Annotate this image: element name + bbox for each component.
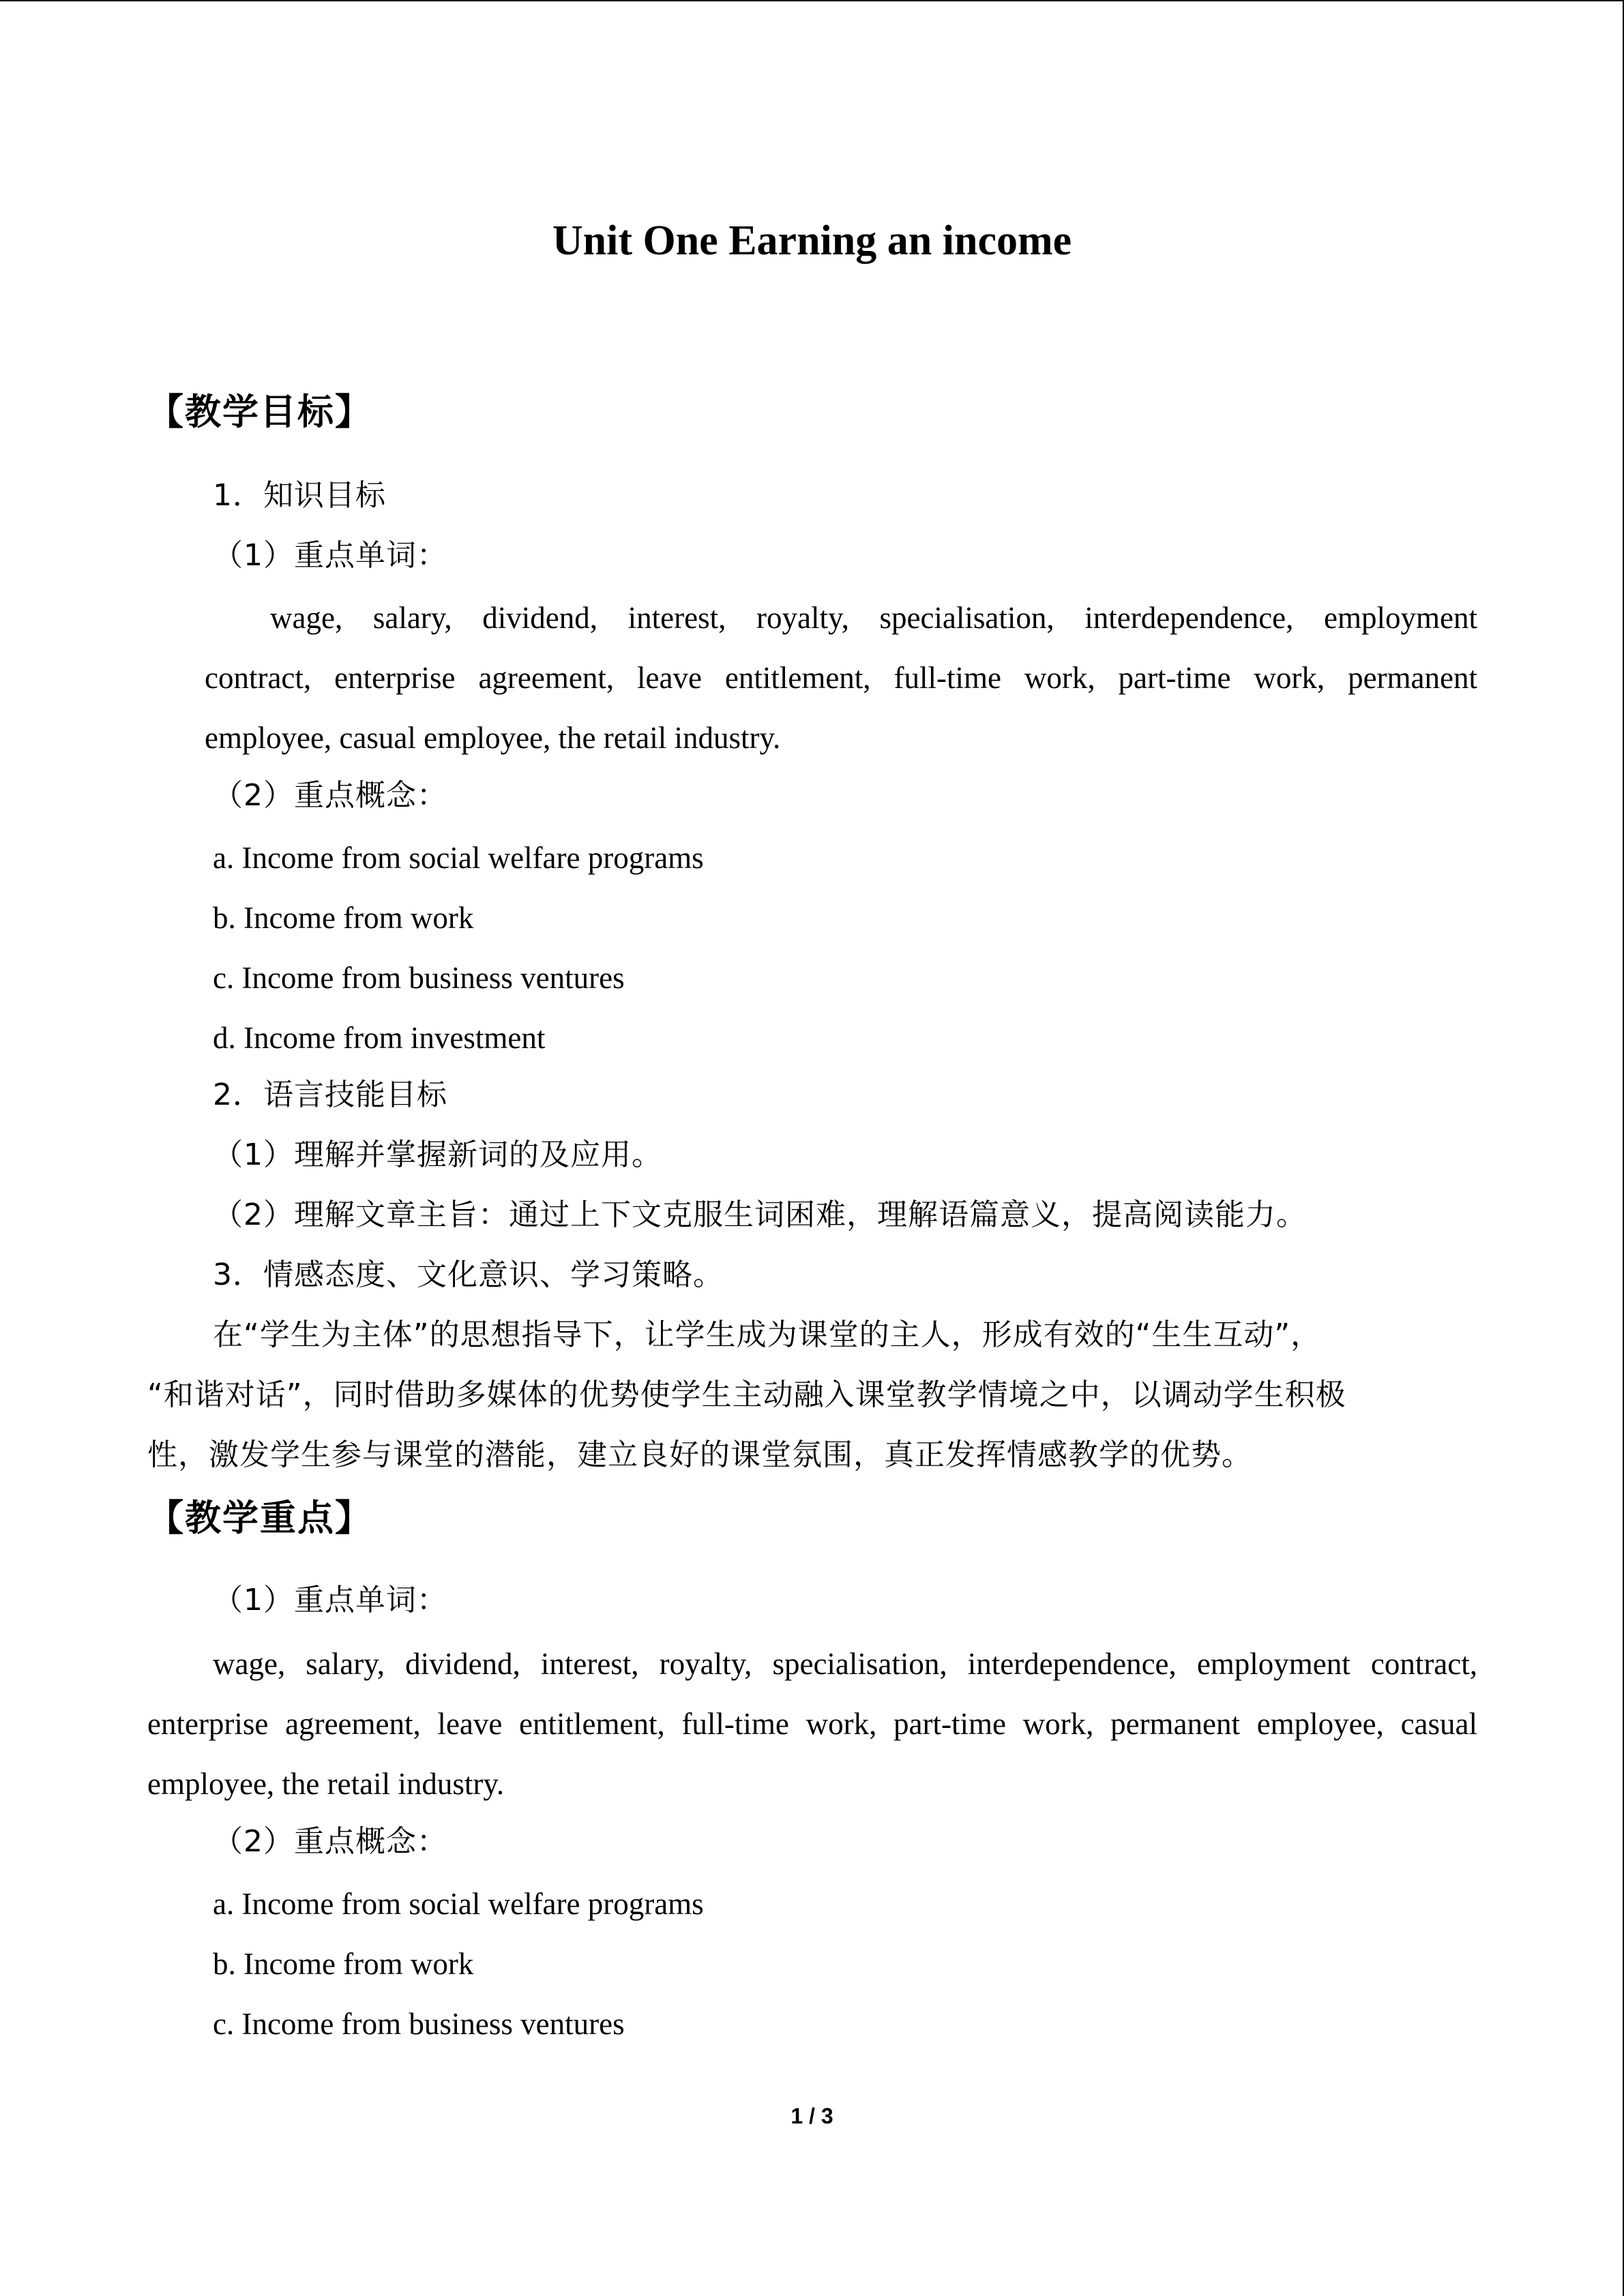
concept-item: a. Income from social welfare programs <box>213 841 704 875</box>
document-title: Unit One Earning an income <box>552 218 1072 264</box>
skills-item: （2）理解文章主旨：通过上下文克服生词困难，理解语篇意义，提高阅读能力。 <box>213 1197 1307 1232</box>
concept-item: b. Income from work <box>213 901 474 935</box>
attitude-paragraph-line: 在“学生为主体”的思想指导下，让学生成为课堂的主人，形成有效的“生生互动”， <box>213 1317 1322 1352</box>
section-heading-key-points: 【教学重点】 <box>147 1497 372 1539</box>
page-number: 1 / 3 <box>791 2104 833 2128</box>
key-words-line: wage, salary, dividend, interest, royalty, specialisation, interdependence, employment contract, <box>213 1647 1477 1681</box>
key-words-label: （1）重点单词： <box>213 1583 447 1617</box>
concept-item: c. Income from business ventures <box>213 2007 625 2041</box>
language-skills-heading: 2．语言技能目标 <box>213 1077 447 1112</box>
key-words-label: （1）重点单词： <box>213 538 447 573</box>
section-heading-objectives: 【教学目标】 <box>147 391 372 433</box>
attitude-paragraph-line: 性，激发学生参与课堂的潜能，建立良好的课堂氛围，真正发挥情感教学的优势。 <box>147 1437 1252 1472</box>
key-words-line: wage, salary, dividend, interest, royalty, specialisation, interdependence, employment <box>270 601 1477 635</box>
key-words-line: contract, enterprise agreement, leave entitlement, full-time work, part-time work, permanent <box>205 661 1477 695</box>
key-words-line: employee, casual employee, the retail industry. <box>205 721 781 755</box>
key-concepts-label: （2）重点概念： <box>213 778 447 813</box>
attitude-heading: 3．情感态度、文化意识、学习策略。 <box>213 1257 724 1292</box>
attitude-paragraph-line: “和谐对话”，同时借助多媒体的优势使学生主动融入课堂教学情境之中，以调动学生积极 <box>147 1377 1346 1412</box>
key-words-line: employee, the retail industry. <box>147 1767 505 1801</box>
skills-item: （1）理解并掌握新词的及应用。 <box>213 1137 662 1172</box>
concept-item: a. Income from social welfare programs <box>213 1887 704 1921</box>
knowledge-objective-heading: 1．知识目标 <box>213 478 386 513</box>
key-words-line: enterprise agreement, leave entitlement, full-time work, part-time work, permanent employee, casual <box>147 1707 1477 1741</box>
concept-item: d. Income from investment <box>213 1021 546 1055</box>
concept-item: c. Income from business ventures <box>213 961 625 995</box>
page-border-top <box>0 0 1624 1</box>
concept-item: b. Income from work <box>213 1947 474 1981</box>
key-concepts-label: （2）重点概念： <box>213 1824 447 1859</box>
